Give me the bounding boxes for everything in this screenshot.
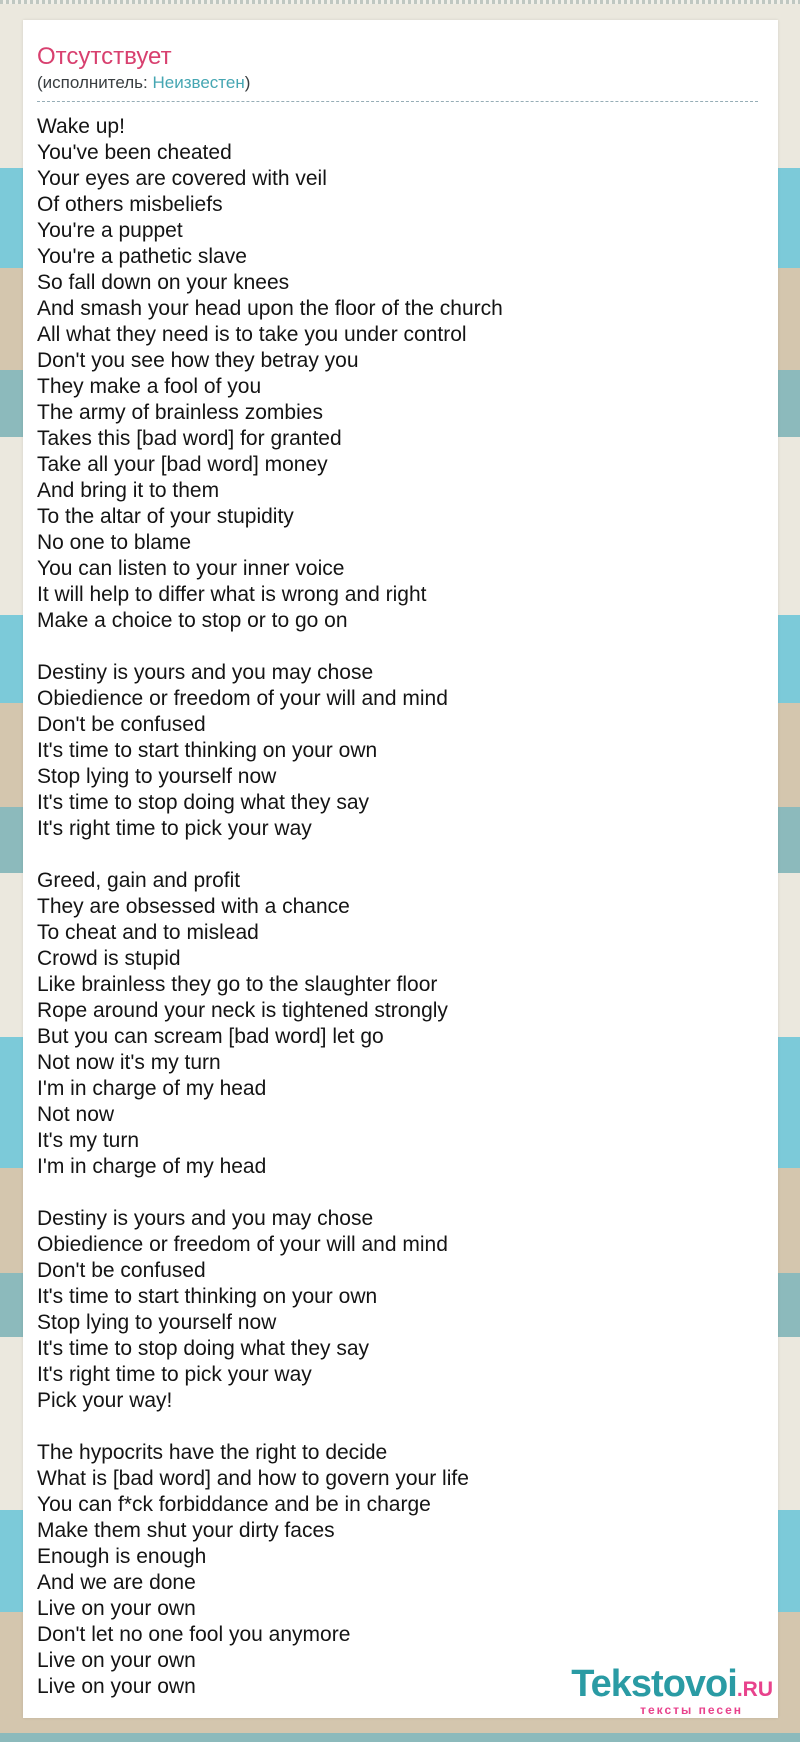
lyric-line: You've been cheated (37, 140, 232, 164)
lyric-line: Pick your way! (37, 1388, 173, 1412)
lyric-blank-line (37, 634, 778, 660)
lyric-line: It's my turn (37, 1128, 140, 1152)
lyric-line: You're a puppet (37, 218, 183, 242)
logo-domain: .RU (736, 1678, 773, 1701)
logo-text: Tekstovoi (571, 1663, 737, 1705)
lyric-line: You can listen to your inner voice (37, 556, 345, 580)
lyric-line: I'm in charge of my head (37, 1154, 267, 1178)
artist-label-suffix: ) (244, 73, 251, 93)
lyric-line: Destiny is yours and you may chose (37, 1206, 374, 1230)
artist-link[interactable]: Неизвестен (152, 73, 245, 93)
lyric-line: Don't be confused (37, 712, 206, 736)
lyric-line: Stop lying to yourself now (37, 1310, 277, 1334)
lyric-line: But you can scream [bad word] let go (37, 1024, 384, 1048)
lyric-line: And we are done (37, 1570, 196, 1594)
lyric-line: Like brainless they go to the slaughter floor (37, 972, 438, 996)
lyric-line: Live on your own (37, 1648, 196, 1672)
lyric-line: Not now it's my turn (37, 1050, 221, 1074)
lyric-line: What is [bad word] and how to govern your life (37, 1466, 469, 1490)
lyric-line: Make a choice to stop or to go on (37, 608, 348, 632)
lyric-line: Take all your [bad word] money (37, 452, 328, 476)
lyric-line: Of others misbeliefs (37, 192, 223, 216)
lyric-line: Don't let no one fool you anymore (37, 1622, 351, 1646)
lyric-line: The army of brainless zombies (37, 400, 323, 424)
lyric-blank-line (37, 1414, 778, 1440)
lyric-line: Destiny is yours and you may chose (37, 660, 374, 684)
lyric-line: Your eyes are covered with veil (37, 166, 327, 190)
artist-label: (исполнитель: (37, 73, 153, 93)
lyric-blank-line (37, 1180, 778, 1206)
lyric-line: You can f*ck forbiddance and be in charge (37, 1492, 431, 1516)
lyric-line: All what they need is to take you under control (37, 322, 467, 346)
lyric-line: It's right time to pick your way (37, 816, 312, 840)
lyric-line: Stop lying to yourself now (37, 764, 277, 788)
lyric-line: Greed, gain and profit (37, 868, 241, 892)
lyric-line: So fall down on your knees (37, 270, 290, 294)
lyric-line: They are obsessed with a chance (37, 894, 350, 918)
lyric-line: The hypocrits have the right to decide (37, 1440, 388, 1464)
lyric-line: Don't be confused (37, 1258, 206, 1282)
lyric-line: Enough is enough (37, 1544, 207, 1568)
lyric-blank-line (37, 842, 778, 868)
lyric-line: Obiedience or freedom of your will and mind (37, 1232, 448, 1256)
lyric-line: Takes this [bad word] for granted (37, 426, 342, 450)
lyric-line: Crowd is stupid (37, 946, 181, 970)
lyric-line: Live on your own (37, 1596, 196, 1620)
lyric-line: It's time to start thinking on your own (37, 738, 378, 762)
top-border-dots (0, 0, 800, 4)
lyric-line: To cheat and to mislead (37, 920, 259, 944)
site-logo[interactable] (571, 1665, 773, 1716)
lyric-line: To the altar of your stupidity (37, 504, 294, 528)
lyric-line: No one to blame (37, 530, 192, 554)
lyric-line: I'm in charge of my head (37, 1076, 267, 1100)
lyric-line: It will help to differ what is wrong and right (37, 582, 427, 606)
lyric-line: Don't you see how they betray you (37, 348, 359, 372)
lyric-line: Rope around your neck is tightened strongly (37, 998, 448, 1022)
lyric-line: Not now (37, 1102, 115, 1126)
lyric-line: Live on your own (37, 1674, 196, 1698)
lyric-line: And bring it to them (37, 478, 220, 502)
logo-wordmark (571, 1665, 773, 1703)
lyric-line: Obiedience or freedom of your will and mind (37, 686, 448, 710)
lyric-line: You're a pathetic slave (37, 244, 247, 268)
song-title: Отсутствует (37, 43, 172, 70)
lyric-line: It's time to stop doing what they say (37, 790, 370, 814)
logo-tagline: тексты песен (640, 1703, 743, 1717)
artist-line (37, 73, 778, 93)
dashed-separator (37, 101, 758, 102)
lyric-line: Make them shut your dirty faces (37, 1518, 335, 1542)
lyric-line: Wake up! (37, 114, 125, 138)
lyrics-text (37, 114, 778, 1700)
content-panel (23, 20, 778, 1718)
lyric-line: It's time to stop doing what they say (37, 1336, 370, 1360)
lyric-line: And smash your head upon the floor of the church (37, 296, 503, 320)
lyric-line: It's time to start thinking on your own (37, 1284, 378, 1308)
lyric-line: It's right time to pick your way (37, 1362, 312, 1386)
lyric-line: They make a fool of you (37, 374, 262, 398)
